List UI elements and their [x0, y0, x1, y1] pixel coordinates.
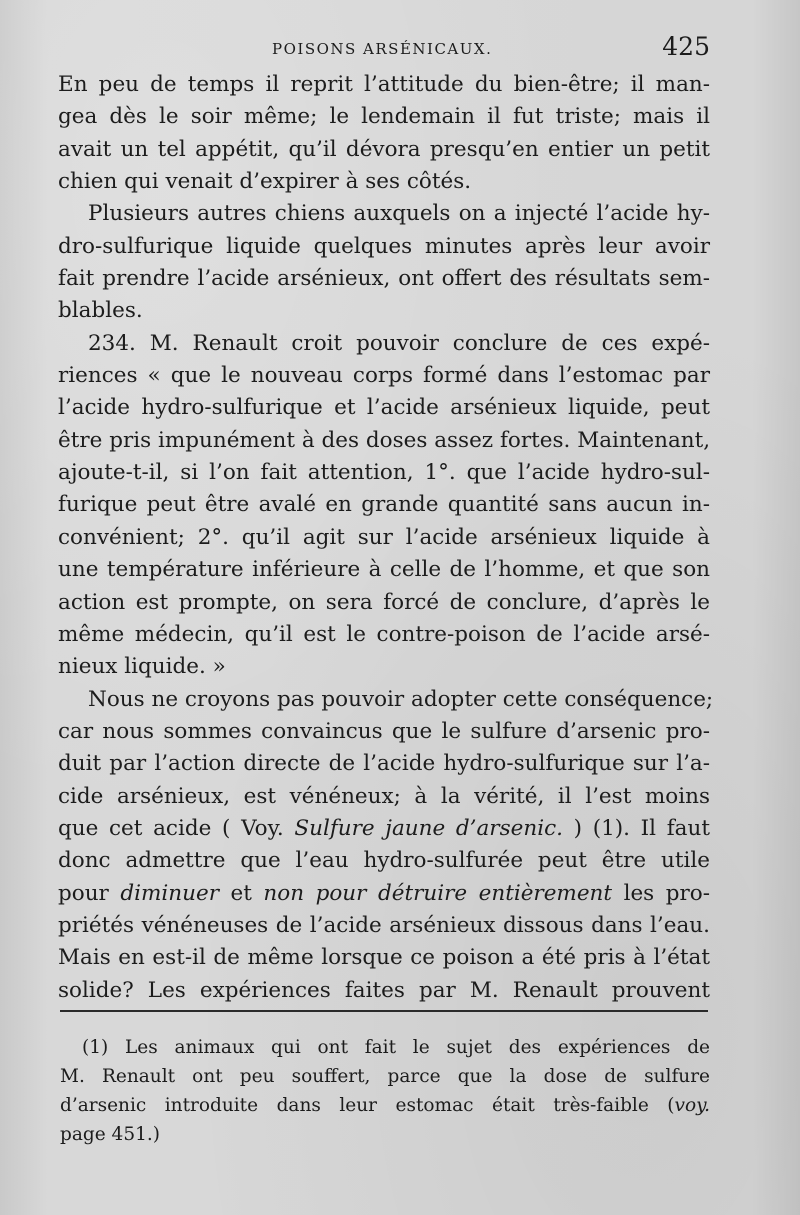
text-line: chien qui venait d’expirer à ses côtés. — [58, 169, 472, 195]
footnote-marker: ) (1). Il faut — [562, 815, 710, 841]
italic-reference: Sulfure jaune d’arsenic. — [294, 815, 563, 841]
text-line-with-reference — [58, 813, 710, 845]
text-line: donc admettre que l’eau hydro-sulfurée peut être utile — [58, 848, 710, 874]
text-segment: et — [218, 880, 264, 906]
main-text — [58, 69, 714, 1007]
text-line: gea dès le soir même; le lendemain il fut triste; mais il — [58, 104, 710, 130]
running-title: POISONS ARSÉNICAUX. — [272, 40, 493, 58]
text-line: dro-sulfurique liquide quelques minutes après leur avoir — [58, 233, 710, 259]
paragraph-start-line: 234. M. Renault croit pouvoir conclure de ces expé- — [88, 330, 710, 356]
text-segment: d’arsenic introduite dans leur estomac était très-faible ( — [60, 1095, 675, 1116]
text-line: car nous sommes convaincus que le sulfure d’arsenic pro- — [58, 718, 710, 744]
text-line: cide arsénieux, est vénéneux; à la vérité, il l’est moins — [58, 783, 710, 809]
text-line: fait prendre l’acide arsénieux, ont offert des résultats sem- — [58, 266, 710, 292]
page-header — [58, 32, 710, 68]
page-number: 425 — [662, 32, 710, 61]
text-line: furique peut être avalé en grande quantité sans aucun in- — [58, 492, 710, 518]
text-line: En peu de temps il reprit l’attitude du bien-être; il man- — [58, 72, 710, 97]
footnote — [60, 1033, 710, 1149]
text-line: blables. — [58, 298, 143, 324]
footnote-divider — [60, 1010, 708, 1012]
text-line: Mais en est-il de même lorsque ce poison a été pris à l’état — [58, 945, 710, 971]
text-segment: pour — [58, 880, 121, 906]
italic-reference: voy. — [674, 1095, 710, 1116]
text-segment: que cet acide ( Voy. — [58, 815, 295, 841]
footnote-line: (1) Les animaux qui ont fait le sujet des expériences de — [82, 1037, 710, 1058]
text-line: une température inférieure à celle de l’homme, et que son — [58, 557, 710, 583]
text-line: priétés vénéneuses de l’acide arsénieux dissous dans l’eau. — [58, 912, 710, 938]
text-line: solide? Les expériences faites par M. Renault prouvent — [58, 977, 710, 1003]
text-line: riences « que le nouveau corps formé dans l’estomac par — [58, 363, 710, 389]
text-line: avait un tel appétit, qu’il dévora presqu’en entier un petit — [58, 136, 710, 162]
text-line: même médecin, qu’il est le contre-poison de l’acide arsé- — [58, 621, 710, 647]
footnote-line: page 451.) — [60, 1124, 160, 1145]
text-line: être pris impunément à des doses assez fortes. Maintenant, — [58, 427, 711, 453]
italic-emphasis: diminuer — [120, 880, 219, 906]
text-line-with-emphasis — [58, 878, 710, 910]
footnote-line — [60, 1091, 710, 1120]
footnote-line: M. Renault ont peu souffert, parce que la dose de sulfure — [60, 1066, 710, 1087]
text-line: convénient; 2°. qu’il agit sur l’acide arsénieux liquide à — [58, 524, 710, 550]
text-line: l’acide hydro-sulfurique et l’acide arsénieux liquide, peut — [58, 395, 710, 421]
text-segment: les pro- — [612, 880, 710, 906]
text-line: ajoute-t-il, si l’on fait attention, 1°. que l’acide hydro-sul- — [58, 460, 710, 486]
italic-emphasis: non pour détruire entièrement — [263, 880, 613, 906]
paragraph-start-line: Plusieurs autres chiens auxquels on a injecté l’acide hy- — [88, 201, 710, 227]
text-line: action est prompte, on sera forcé de conclure, d’après le — [58, 589, 710, 615]
text-line: duit par l’action directe de l’acide hydro-sulfurique sur l’a- — [58, 751, 710, 777]
paragraph-start-line: Nous ne croyons pas pouvoir adopter cette conséquence; — [88, 686, 714, 712]
text-line: nieux liquide. » — [58, 654, 226, 680]
